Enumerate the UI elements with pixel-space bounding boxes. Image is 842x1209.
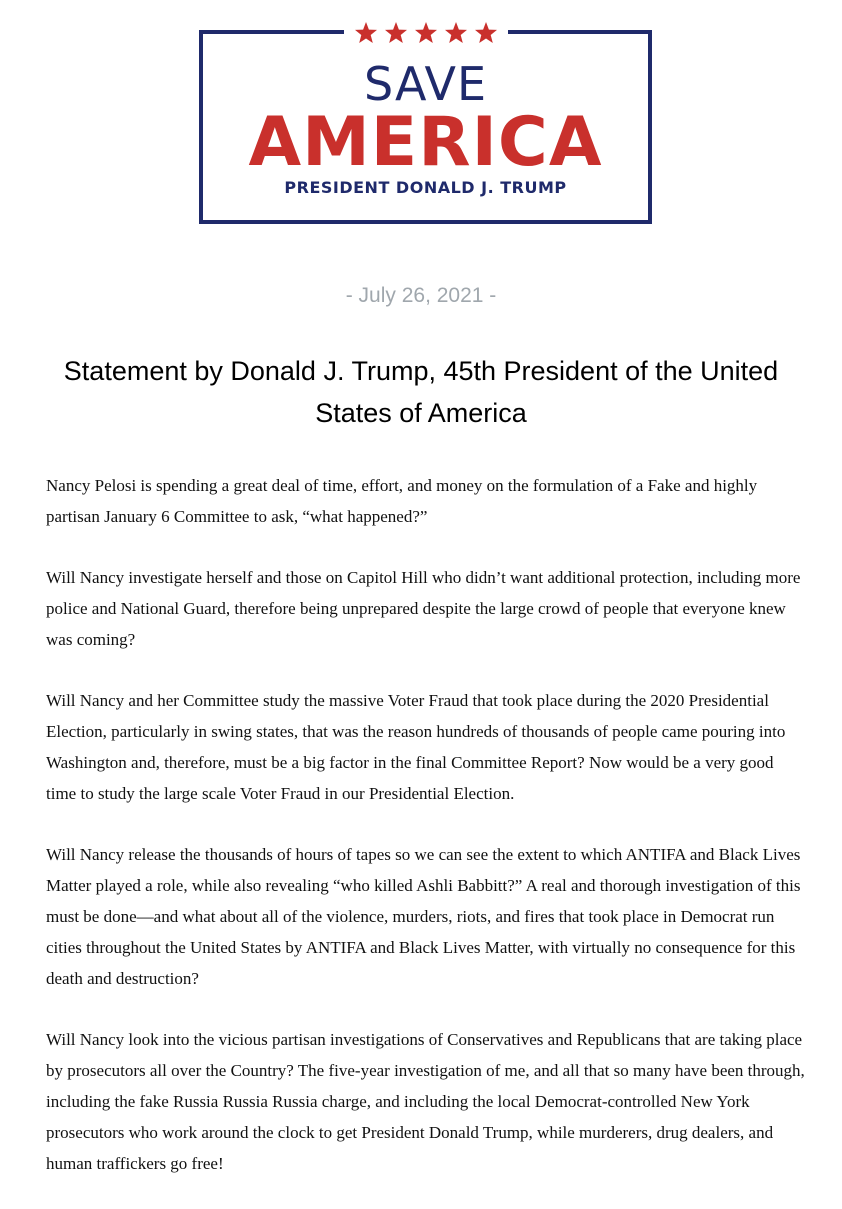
logo-stars — [344, 18, 508, 48]
star-icon — [444, 21, 468, 45]
star-icon — [384, 21, 408, 45]
logo-america-text: AMERICA — [248, 103, 603, 182]
star-icon — [474, 21, 498, 45]
paragraph: Will Nancy investigate herself and those on Capitol Hill who didn’t want additional protection, including more police and National Guard, therefore being unprepared despite the large crowd of people that everyone knew was coming? — [46, 568, 801, 649]
statement-title: Statement by Donald J. Trump, 45th President of the United States of America — [63, 356, 779, 428]
logo-subline: PRESIDENT DONALD J. TRUMP — [284, 178, 567, 197]
paragraph: Nancy Pelosi is spending a great deal of time, effort, and money on the formulation of a Fake and highly partisan January 6 Committee to ask, “what happened?” — [46, 476, 758, 526]
star-icon — [414, 21, 438, 45]
paragraph: Will Nancy and her Committee study the massive Voter Fraud that took place during the 2020 Presidential Election, particularly in swing states, that was the reason hundreds of thousands of people came pouring into Washington and, therefore, must be a big factor in the final Committee Report? Now would be a very good time to study the large scale Voter Fraud in our Presidential Election. — [46, 691, 786, 803]
save-america-logo — [199, 30, 652, 224]
star-icon — [354, 21, 378, 45]
paragraph: Will Nancy look into the vicious partisan investigations of Conservatives and Republicans that are taking place by prosecutors all over the Country? The five-year investigation of me, and all that so many have been through, including the fake Russia Russia Russia charge, and including the local Democrat-controlled New York prosecutors who work around the clock to get President Donald Trump, while murderers, drug dealers, and human traffickers go free! — [46, 1030, 805, 1173]
paragraph: Will Nancy release the thousands of hours of tapes so we can see the extent to which ANTIFA and Black Lives Matter played a role, while also revealing “who killed Ashli Babbitt?” A real and thorough investigation of this must be done—and what about all of the violence, murders, riots, and fires that took place in Democrat run cities throughout the United States by ANTIFA and Black Lives Matter, with virtually no consequence for this death and destruction? — [46, 845, 801, 988]
statement-date: - July 26, 2021 - — [345, 284, 497, 307]
logo-save-text: SAVE — [363, 57, 488, 111]
statement-body — [46, 470, 808, 1209]
